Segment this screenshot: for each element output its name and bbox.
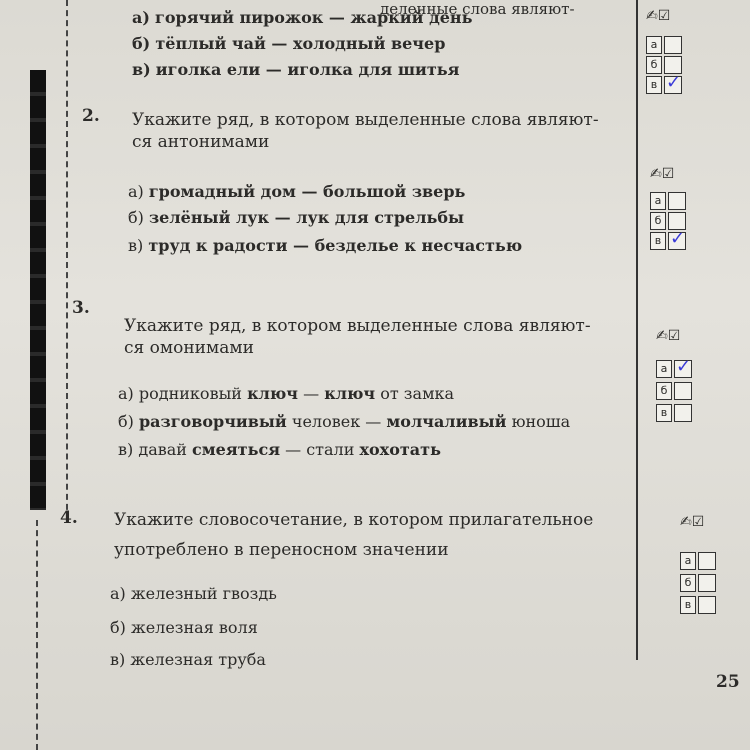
q1-answer-box xyxy=(646,8,696,108)
q4-row-a[interactable]: а xyxy=(680,552,730,570)
check-mark-icon: ✓ xyxy=(670,228,686,249)
pen-check-icon: ✍☑ xyxy=(650,166,675,182)
q4-number: 4. xyxy=(60,508,78,528)
pen-check-icon: ✍☑ xyxy=(646,8,671,24)
q3-row-c[interactable]: в xyxy=(656,404,706,422)
q2-row-c[interactable]: в ✓ xyxy=(650,232,700,250)
q4-option-b: б) железная воля xyxy=(110,618,258,637)
q2-row-a[interactable]: а xyxy=(650,192,700,210)
check-mark-icon: ✓ xyxy=(676,356,692,377)
q1-row-c[interactable]: в ✓ xyxy=(646,76,696,94)
q1-option-b: б) тёплый чай — холодный вечер xyxy=(132,34,446,53)
q2-row-b[interactable]: б xyxy=(650,212,700,230)
answer-margin-rule xyxy=(636,0,638,660)
q4-option-a: а) железный гвоздь xyxy=(110,584,277,603)
cut-line-bottom xyxy=(36,520,38,750)
q3-option-a: а) родниковый ключ — ключ от замка xyxy=(118,384,455,403)
pen-check-icon: ✍☑ xyxy=(680,514,705,530)
cut-line-top xyxy=(66,0,68,520)
q2-prompt-line1: Укажите ряд, в котором выделенные слова являют- xyxy=(132,110,599,130)
q1-option-a: а) горячий пирожок — жаркий день xyxy=(132,8,473,27)
q4-option-c: в) железная труба xyxy=(110,650,266,669)
q2-answer-box xyxy=(650,166,700,266)
page-number: 25 xyxy=(716,672,740,692)
q1-row-a[interactable]: а xyxy=(646,36,696,54)
q2-prompt-line2: ся антонимами xyxy=(132,132,270,152)
q3-prompt-line2: ся омонимами xyxy=(124,338,254,358)
q3-answer-box xyxy=(656,328,706,428)
binding-spine xyxy=(30,70,46,510)
q2-number: 2. xyxy=(82,106,100,126)
q3-row-b[interactable]: б xyxy=(656,382,706,400)
q2-option-b: б) зелёный лук — лук для стрельбы xyxy=(128,208,465,227)
q4-prompt-line1: Укажите словосочетание, в котором прилагательное xyxy=(114,510,594,530)
q1-option-c: в) иголка ели — иголка для шитья xyxy=(132,60,460,79)
q4-row-b[interactable]: б xyxy=(680,574,730,592)
q3-option-c: в) давай смеяться — стали хохотать xyxy=(118,440,441,459)
q4-prompt-line2: употреблено в переносном значении xyxy=(114,540,449,560)
q2-option-a: а) громадный дом — большой зверь xyxy=(128,182,466,201)
q3-row-a[interactable]: а ✓ xyxy=(656,360,706,378)
q4-row-c[interactable]: в xyxy=(680,596,730,614)
check-mark-icon: ✓ xyxy=(666,72,682,93)
q1-row-b[interactable]: б xyxy=(646,56,696,74)
pen-check-icon: ✍☑ xyxy=(656,328,681,344)
q4-answer-box xyxy=(680,514,730,624)
q3-number: 3. xyxy=(72,298,90,318)
q2-option-c: в) труд к радости — безделье к несчастью xyxy=(128,236,523,255)
header-fragment: деленные слова являют- xyxy=(380,0,575,18)
q3-option-b: б) разговорчивый человек — молчаливый юноша xyxy=(118,412,571,431)
q3-prompt-line1: Укажите ряд, в котором выделенные слова являют- xyxy=(124,316,591,336)
